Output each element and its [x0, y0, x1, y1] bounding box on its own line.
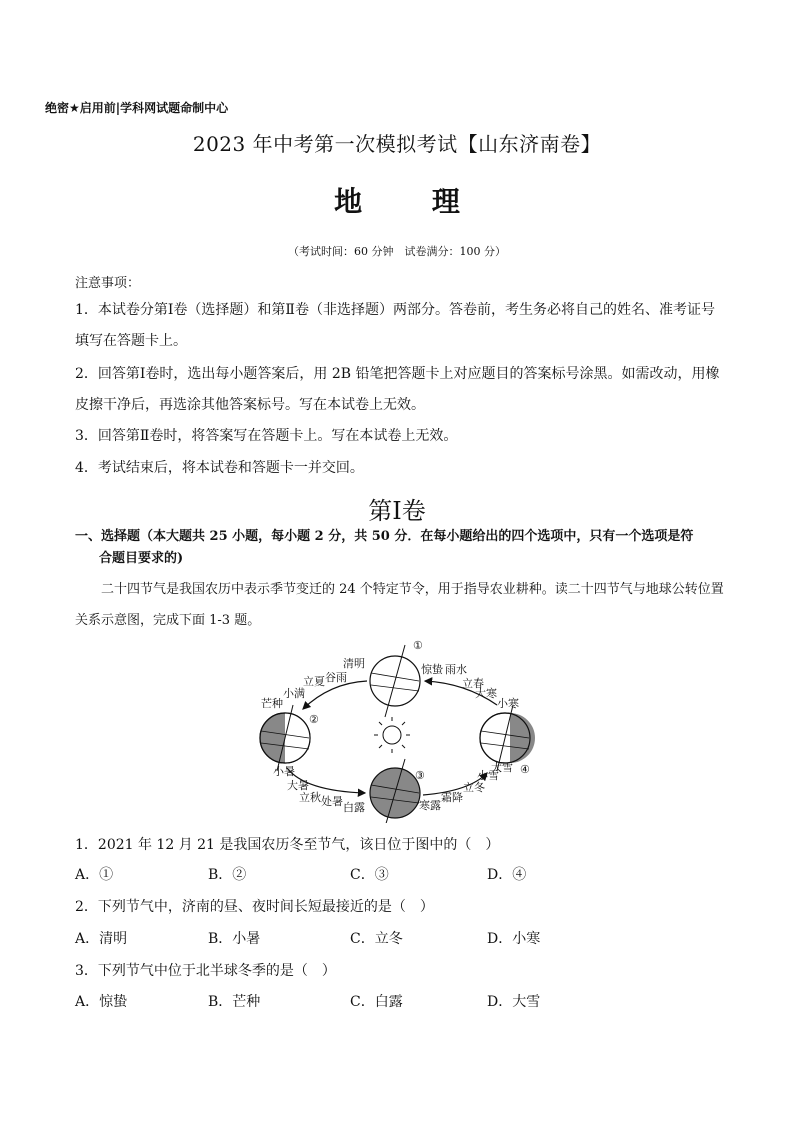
notice-line: 4．考试结束后，将本试卷和答题卡一并交回。	[75, 460, 364, 476]
section-heading-line: 合题目要求的)	[99, 551, 184, 566]
earth-position-3	[370, 759, 420, 823]
solar-term-label: 小满	[283, 687, 305, 700]
solar-term-label: 谷雨	[325, 671, 347, 684]
section-heading	[75, 526, 725, 570]
solar-term-label: 大雪	[491, 761, 513, 774]
exam-title: 2023 年中考第一次模拟考试【山东济南卷】	[192, 132, 602, 156]
question-3-option: C．白露	[350, 994, 403, 1010]
question-1-option: A．①	[75, 867, 114, 883]
solar-term-label: 立春	[462, 677, 484, 690]
question-3-option: D．大雪	[487, 994, 541, 1010]
position-label: ②	[309, 713, 319, 726]
solar-term-label: 雨水	[445, 663, 467, 676]
solar-term-label: 芒种	[261, 697, 283, 710]
question-2-option: C．立冬	[350, 931, 403, 947]
section-title: 第Ⅰ卷	[368, 497, 426, 525]
solar-term-label: 小暑	[273, 765, 295, 778]
solar-term-label: 立秋	[299, 791, 321, 804]
solar-term-label: 惊蛰	[421, 663, 443, 676]
solar-term-label: 处暑	[321, 795, 343, 808]
question-2-option: D．小寒	[487, 931, 541, 947]
question-3-stem: 3．下列节气中位于北半球冬季的是（ ）	[75, 963, 336, 979]
question-1-stem: 1．2021 年 12 月 21 是我国农历冬至节气，该日位于图中的（ ）	[75, 837, 500, 853]
solar-terms-orbit-diagram	[255, 633, 545, 823]
solar-term-label: 小寒	[497, 697, 519, 710]
notice-line: 皮擦干净后，再选涂其他答案标号。写在本试卷上无效。	[75, 397, 425, 413]
notice-line: 填写在答题卡上。	[75, 333, 187, 349]
solar-term-label: 立冬	[463, 781, 485, 794]
exam-info: （考试时间：60 分钟 试卷满分：100 分）	[288, 245, 506, 258]
solar-term-label: 大暑	[287, 779, 309, 792]
question-intro: 二十四节气是我国农历中表示季节变迁的 24 个特定节令，用于指导农业耕种。读二十四节气与地球公转位置关系示意图，完成下面 1-3 题。	[75, 582, 724, 628]
notice-line: 2．回答第Ⅰ卷时，选出每小题答案后，用 2B 铅笔把答题卡上对应题目的答案标号涂黑。如需改动，用橡	[75, 366, 720, 382]
solar-term-label: 清明	[343, 657, 365, 670]
solar-term-label: 立夏	[303, 675, 325, 688]
position-label: ①	[413, 639, 423, 652]
solar-term-label: 大寒	[475, 687, 497, 700]
section-heading-line: 一、选择题（本大题共 25 小题，每小题 2 分，共 50 分．在每小题给出的四个选项中，只有一个选项是符	[75, 529, 694, 544]
solar-term-label: 小雪	[477, 769, 499, 782]
subject-title: 地 理	[334, 185, 490, 218]
question-1-option: D．④	[487, 867, 527, 883]
question-2-option: B．小暑	[208, 931, 261, 947]
notice-line: 3．回答第Ⅱ卷时，将答案写在答题卡上。写在本试卷上无效。	[75, 428, 458, 444]
earth-position-1	[370, 645, 420, 717]
position-label: ④	[520, 763, 530, 776]
question-3-option: A．惊蛰	[75, 994, 128, 1010]
question-3-option: B．芒种	[208, 994, 261, 1010]
earth-position-2	[260, 705, 310, 771]
question-1-option: B．②	[208, 867, 247, 883]
notice-heading: 注意事项：	[75, 276, 141, 291]
notice-line: 1．本试卷分第Ⅰ卷（选择题）和第Ⅱ卷（非选择题）两部分。答卷前，考生务必将自己的姓名、准考证号	[75, 302, 715, 318]
question-2-option: A．清明	[75, 931, 128, 947]
question-2-stem: 2．下列节气中，济南的昼、夜时间长短最接近的是（ ）	[75, 899, 434, 915]
confidential-label: 绝密★启用前|学科网试题命制中心	[45, 101, 229, 115]
question-1-option: C．③	[350, 867, 389, 883]
position-label: ③	[415, 769, 425, 782]
solar-term-label: 白露	[343, 801, 365, 814]
sun-icon	[374, 717, 410, 753]
solar-term-label: 霜降	[441, 791, 463, 804]
solar-term-label: 寒露	[419, 799, 441, 812]
